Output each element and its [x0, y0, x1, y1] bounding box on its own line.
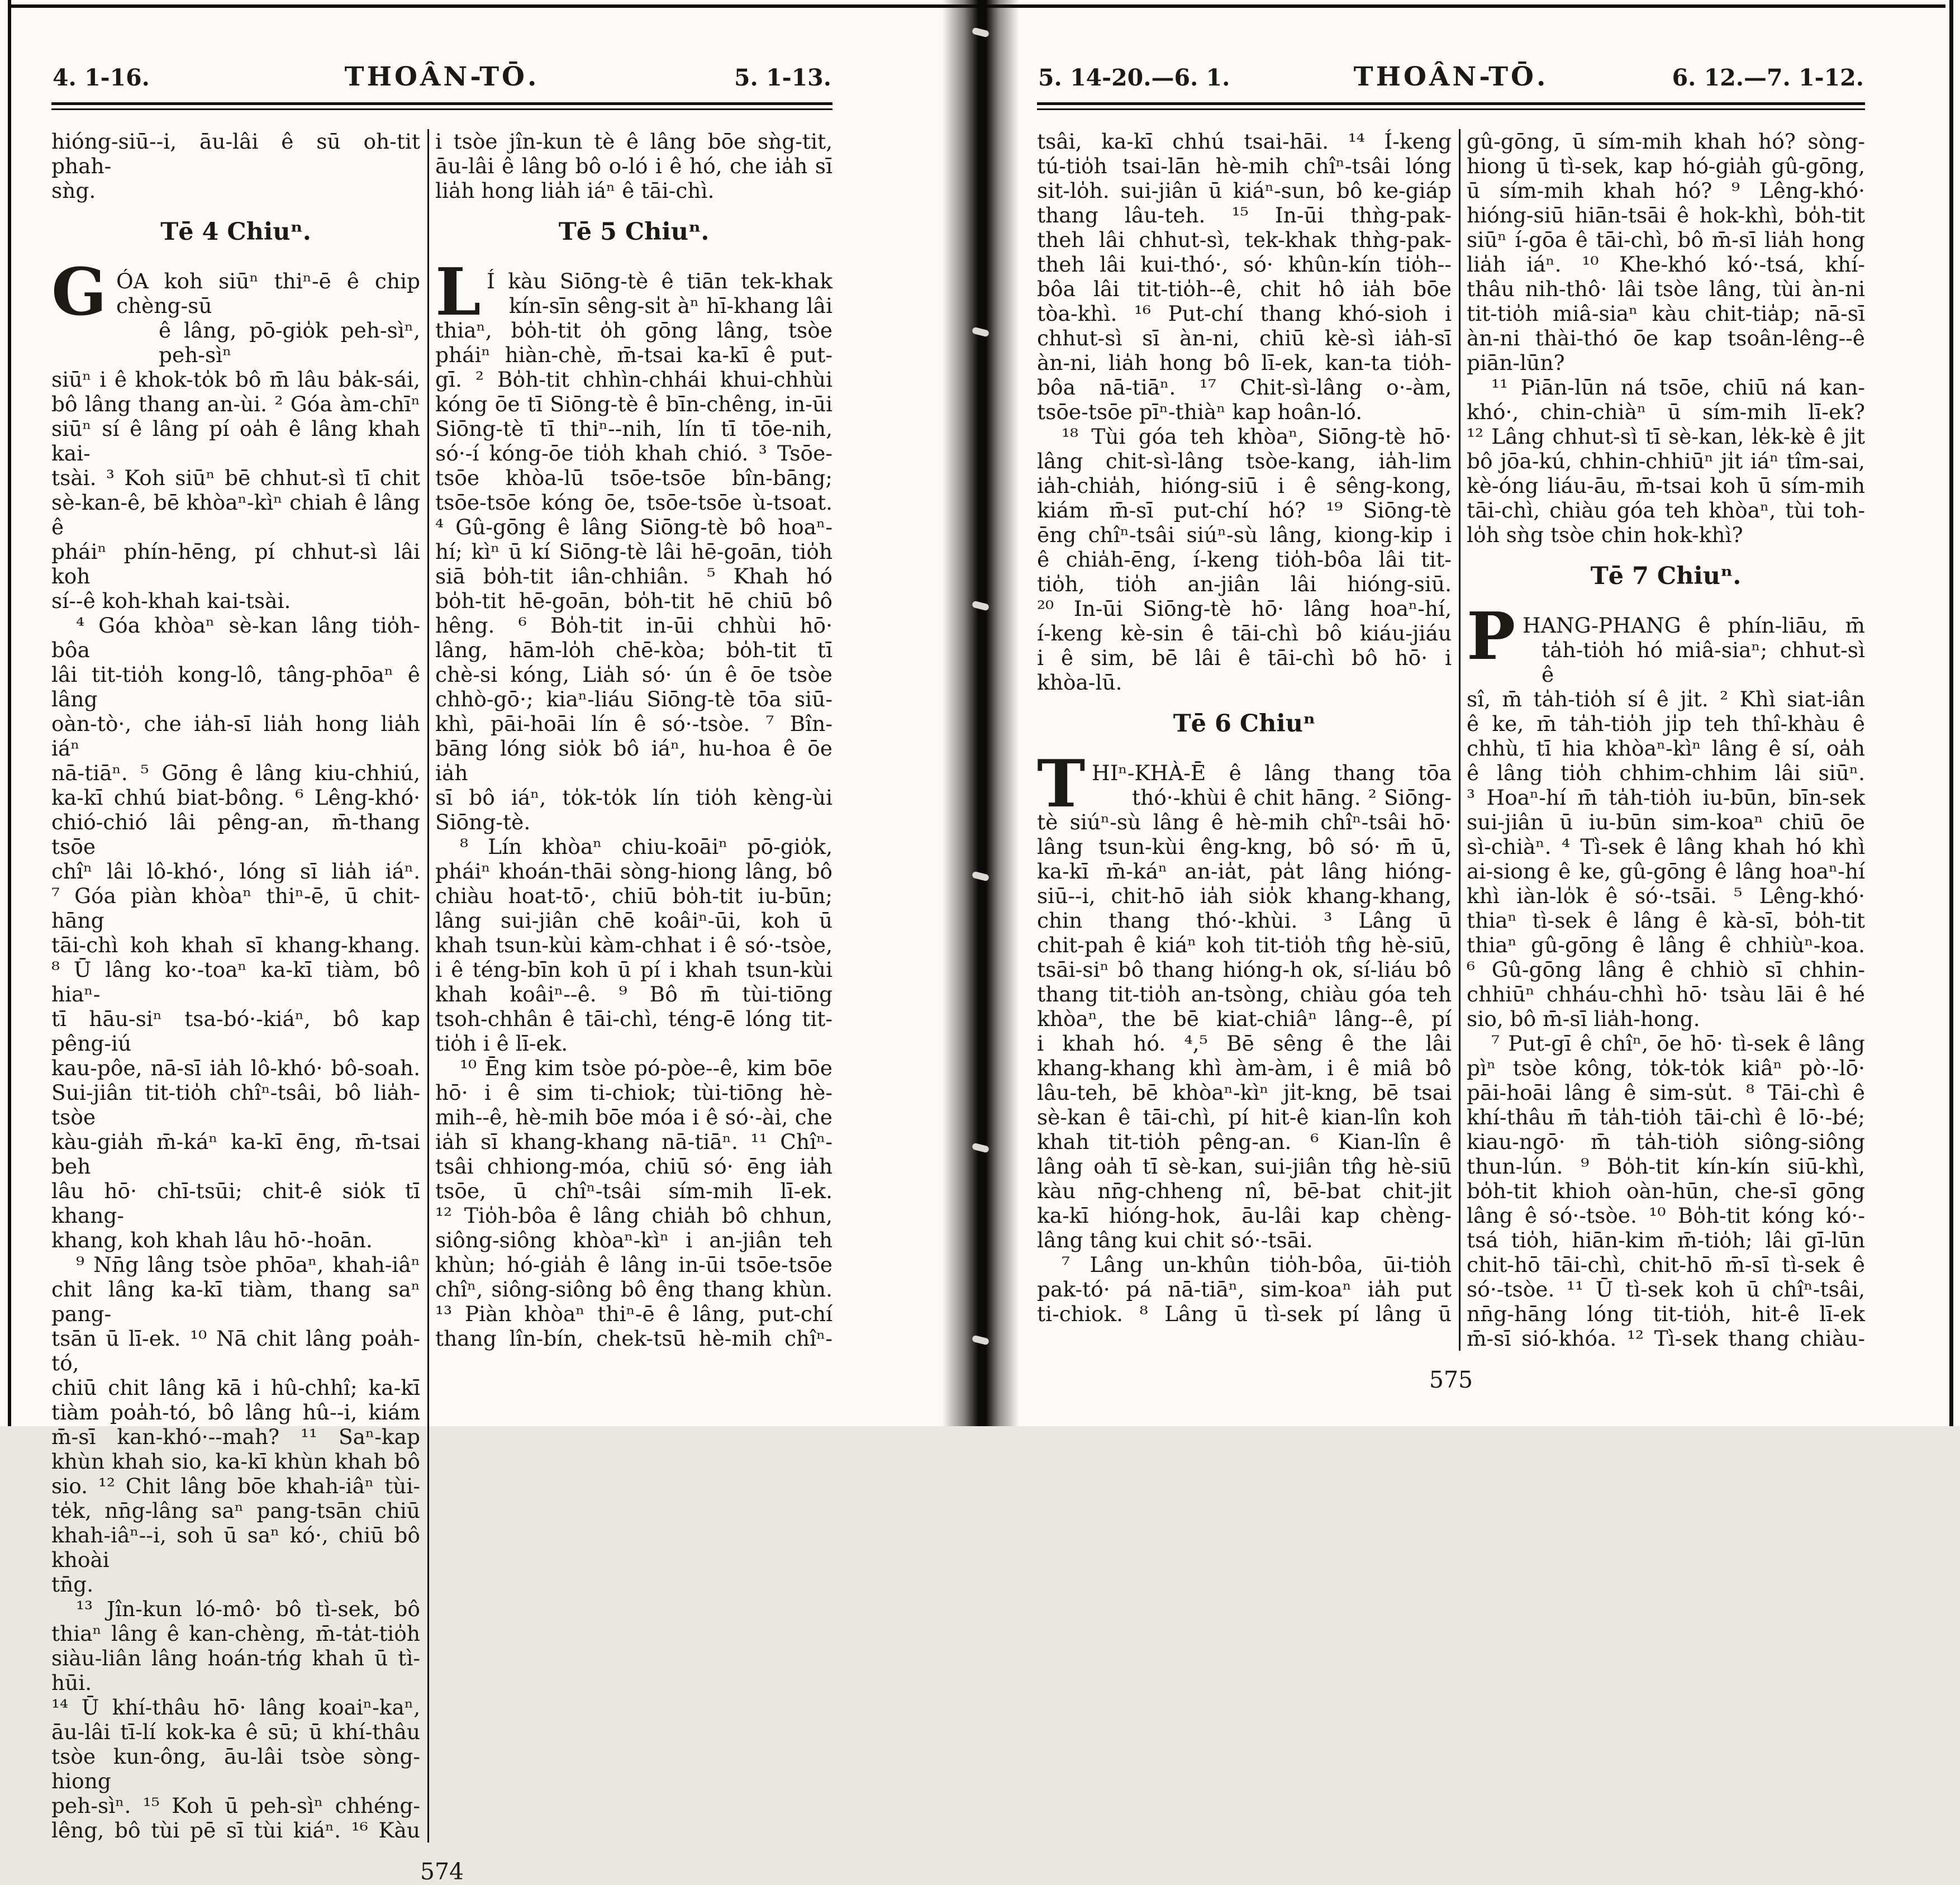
- text-line: gī. ² Bo̍h-tit chhìn-chhái khui-chhùi: [435, 367, 832, 392]
- text-line: tsá tio̍h, hiān-kim m̄-tio̍h; lâi gī-lūn: [1467, 1228, 1865, 1252]
- paragraph: [1037, 746, 1452, 1252]
- text-line: m̄-sī sió-khóa. ¹² Tì-sek thang chiàu-: [1467, 1326, 1865, 1351]
- text-line: ka-kī chhú biat-bông. ⁶ Lêng-khó·: [51, 785, 420, 810]
- text-line: mih--ê, hè-mih bōe móa i ê só·-ài, che: [435, 1105, 832, 1129]
- paragraph: [435, 129, 832, 203]
- text-line: tī hāu-siⁿ tsa-bó·-kiáⁿ, bô kap pêng-iú: [51, 1006, 420, 1056]
- scan-edge-left: [8, 0, 11, 1426]
- text-line: lo̍h sǹg tsòe chin hok-khì?: [1467, 523, 1743, 547]
- text-line: ⁸ Lín khòaⁿ chiu-koāiⁿ pō-gio̍k,: [460, 834, 832, 859]
- text-line: tsòe kun-ông, āu-lâi tsòe sòng-hiong: [51, 1744, 420, 1793]
- text-line: i tsòe jîn-kun tè ê lâng bōe sǹg-tit,: [435, 129, 832, 154]
- text-line: tsâi, ka-kī chhú tsai-hāi. ¹⁴ Í-keng: [1037, 129, 1452, 154]
- page-header: [1037, 63, 1865, 92]
- paragraph: [1037, 424, 1452, 695]
- text-column-1: [1037, 129, 1452, 1351]
- paragraph: [1037, 129, 1452, 424]
- text-line: hióng-siū--i, āu-lâi ê sū oh-tit phah-: [51, 129, 420, 178]
- text-line: peh-sìⁿ. ¹⁵ Koh ū peh-sìⁿ chhéng-: [51, 1793, 420, 1818]
- text-line: khah koâiⁿ--ê. ⁹ Bô m̄ tùi-tiōng: [435, 982, 832, 1006]
- text-line: Í kàu Siōng-tè ê tiān tek-khak: [487, 269, 832, 293]
- text-line: ⁴ Góa khòaⁿ sè-kan lâng tio̍h-bôa: [51, 613, 420, 662]
- text-line: m̄-sī kan-khó·--mah? ¹¹ Saⁿ-kap: [51, 1425, 420, 1449]
- drop-cap: P: [1467, 599, 1516, 675]
- text-line: sit-lo̍h. sui-jiân ū kiáⁿ-sun, bô ke-giáp: [1037, 178, 1452, 203]
- text-line: ⁷ Put-gī ê chîⁿ, ōe hō· tì-sek ê lâng: [1491, 1031, 1865, 1056]
- text-line: oàn-tò·, che ia̍h-sī lia̍h hong lia̍h iáⁿ: [51, 711, 420, 761]
- paragraph: [51, 254, 420, 613]
- text-line: thun-lún. ⁹ Bo̍h-tit kín-kín siū-khì,: [1467, 1154, 1865, 1179]
- text-line: lâng ê só·-tsòe. ¹⁰ Bo̍h-tit kóng kó·-: [1467, 1203, 1865, 1228]
- text-line: ê lâng, pō-gio̍k peh-sìⁿ, peh-sìⁿ: [159, 318, 420, 367]
- text-line: hō· i ê sim ti-chiok; tùi-tiōng hè-: [435, 1080, 832, 1105]
- text-line: Sui-jiân tit-tio̍h chîⁿ-tsâi, bô lia̍h-tsòe: [51, 1080, 420, 1129]
- text-line: ê ke, m̄ ta̍h-tio̍h ji̍p teh thî-khàu ê: [1467, 711, 1865, 736]
- text-line: ê chia̍h-ēng, í-keng tio̍h-bôa lâi tit-: [1037, 547, 1452, 572]
- text-line: chit-hō tāi-chì, chit-hō m̄-sī tì-sek ê: [1467, 1252, 1865, 1277]
- paragraph: [51, 1252, 420, 1597]
- text-line: i ê téng-bīn koh ū pí i khah tsun-kùi: [435, 957, 832, 982]
- binding-stitch: [972, 327, 989, 338]
- text-line: tsōe khòa-lū tsōe-tsōe bîn-bāng;: [435, 466, 832, 490]
- text-line: lia̍h iáⁿ. ¹⁰ Khe-khó kó·-tsá, khí-: [1467, 252, 1865, 277]
- text-line: khùn khah sio, ka-kī khùn khah bô: [51, 1449, 420, 1474]
- chapter-heading: Tē 7 Chiuⁿ.: [1590, 562, 1742, 590]
- text-line: tsoh-chhân ê tāi-chì, téng-ē lóng tit-: [435, 1006, 832, 1031]
- binding-stitch: [972, 1335, 989, 1346]
- text-line: ⁶ Gû-gōng lâng ê chhiò sī chhin-: [1467, 957, 1865, 982]
- text-line: hí; kìⁿ ū kí Siōng-tè lâi hē-goān, tio̍h: [435, 539, 832, 564]
- text-line: kè-óng liáu-āu, m̄-tsai koh ū sím-mih: [1467, 473, 1865, 498]
- text-line: chîⁿ lâi lô-khó·, lóng sī lia̍h iáⁿ.: [51, 859, 420, 884]
- text-line: kín-sīn sêng-si̍t àⁿ hī-khang lâi: [509, 293, 832, 318]
- text-line: bo̍h-tit hē-goān, bo̍h-tit hē chiū bô: [435, 588, 832, 613]
- text-line: khí-thâu m̄ ta̍h-tio̍h tāi-chì ê lō·-bé;: [1467, 1105, 1865, 1129]
- text-line: sì-chiàⁿ. ⁴ Tì-sek ê lâng khah hó khì: [1467, 834, 1865, 859]
- text-line: lêng, bô tùi pē sī tùi kiáⁿ. ¹⁶ Kàu: [51, 1818, 420, 1843]
- text-line: thâu nih-thô· lâi tsòe lâng, tùi àn-ni: [1467, 277, 1865, 301]
- text-line: lâng chit-sì-lâng tsòe-kang, ia̍h-lim: [1037, 449, 1452, 473]
- text-line: pak-tó· pá nā-tiāⁿ, sim-koaⁿ ia̍h put: [1037, 1277, 1452, 1302]
- text-line: ¹⁰ Ēng kim tsòe pó-pòe--ê, kim bōe: [460, 1056, 832, 1080]
- text-line: chè-si kóng, Lia̍h só· ún ê ōe tsòe: [435, 662, 832, 687]
- text-line: ka-kī hióng-hok, āu-lâi kap chèng-: [1037, 1203, 1452, 1228]
- text-line: ¹² Tio̍h-bôa ê lâng chia̍h bô chhun,: [435, 1203, 832, 1228]
- text-line: khó·, chin-chiàⁿ ū sím-mih lī-ek?: [1467, 400, 1865, 424]
- text-line: lâng, hām-lo̍h chē-kòa; bo̍h-tit tī: [435, 638, 832, 662]
- scan-edge-right: [1949, 0, 1953, 1426]
- text-line: theh lâi chhut-sì, tek-khak thǹg-pak-: [1037, 227, 1452, 252]
- text-line: lâng sui-jiân chē koâiⁿ-ūi, koh ū: [435, 908, 832, 933]
- text-line: ia̍h-chia̍h, hióng-siū i ê sêng-kong,: [1037, 473, 1452, 498]
- text-line: ¹¹ Piān-lūn ná tsōe, chiū ná kan-: [1491, 375, 1865, 400]
- text-line: tòa-khì. ¹⁶ Put-chí thang khó-sioh i: [1037, 301, 1452, 326]
- text-line: lâi tit-tio̍h kong-lô, tâng-phōaⁿ ê lâng: [51, 662, 420, 711]
- text-line: gû-gōng, ū sím-mih khah hó? sòng-: [1467, 129, 1865, 154]
- text-line: Siōng-tè tī thiⁿ--nih, lín tī tōe-nih,: [435, 416, 832, 441]
- page-number: 575: [1429, 1366, 1473, 1393]
- text-line: tsān ū lī-ek. ¹⁰ Nā chit lâng poa̍h-tó,: [51, 1326, 420, 1375]
- text-line: khang-khang khì àm-àm, i ê miâ bô: [1037, 1056, 1452, 1080]
- text-line: thó·-khùi ê chit hāng. ² Siōng-: [1132, 785, 1452, 810]
- text-line: kóng ōe tī Siōng-tè ê bīn-chêng, in-ūi: [435, 392, 832, 416]
- binding-stitch: [972, 871, 989, 882]
- text-line: te̍k, nn̄g-lâng saⁿ pang-tsān chiū: [51, 1498, 420, 1523]
- text-line: ¹³ Jîn-kun ló-mô· bô tì-sek, bô: [76, 1597, 420, 1621]
- paragraph: [1467, 599, 1865, 1031]
- text-line: chiàu hoat-tō·, chiū bo̍h-tit iu-būn;: [435, 884, 832, 908]
- drop-cap: G: [51, 254, 107, 330]
- text-line: siā bo̍h-tit iân-chhiân. ⁵ Khah hó: [435, 564, 832, 588]
- text-line: i ê sim, bē lâi ê tāi-chì bô hō· i: [1037, 645, 1452, 670]
- text-line: piān-lūn?: [1467, 350, 1565, 375]
- binding-stitch: [972, 1143, 989, 1153]
- paragraph: [51, 129, 420, 203]
- text-line: sè-kan ê tāi-chì, pí hit-ê kian-lîn koh: [1037, 1105, 1452, 1129]
- paragraph: [435, 1056, 832, 1351]
- text-line: só·-í kóng-ōe tio̍h khah chió. ³ Tsōe-: [435, 441, 832, 466]
- text-line: bôa lâi tit-tio̍h--ê, chit hô ia̍h bōe: [1037, 277, 1452, 301]
- header-verse-range-right: 6. 12.—7. 1-12.: [1672, 64, 1864, 91]
- text-line: bô jōa-kú, chhin-chhiūⁿ ji̍t iáⁿ tîm-sai,: [1467, 449, 1865, 473]
- text-line: thang lâu-teh. ¹⁵ In-ūi thǹg-pak-: [1037, 203, 1452, 227]
- page-right: [1037, 63, 1865, 1393]
- text-line: ⁷ Góa piàn khòaⁿ thiⁿ-ē, ū chit-hāng: [51, 884, 420, 933]
- text-line: sui-jiân ū iu-būn sim-koaⁿ chiū ōe: [1467, 810, 1865, 834]
- text-line: ¹⁴ Ū khí-thâu hō· lâng koaiⁿ-kaⁿ,: [51, 1695, 420, 1720]
- text-line: thang lîn-bín, chek-tsū hè-mih chîⁿ-: [435, 1326, 832, 1351]
- text-line: thiaⁿ lâng ê kan-chèng, m̄-ta̍t-tio̍h: [51, 1621, 420, 1646]
- text-line: ⁷ Lâng un-khûn tio̍h-bôa, ūi-tio̍h: [1062, 1252, 1452, 1277]
- text-line: chhù, tī hia khòaⁿ-kìⁿ lâng ê sí, oa̍h: [1467, 736, 1865, 761]
- text-line: hiong ū tì-sek, kap hó-gia̍h gû-gōng,: [1467, 154, 1865, 178]
- text-line: kàu nn̄g-chheng nî, bē-bat chit-ji̍t: [1037, 1179, 1452, 1203]
- header-verse-range-left: 5. 14-20.—6. 1.: [1038, 64, 1230, 91]
- text-line: thiaⁿ gû-gōng ê lâng ê chhiùⁿ-koa.: [1467, 933, 1865, 957]
- text-column-2: [435, 129, 832, 1843]
- text-line: i khah hó. ⁴,⁵ Bē sêng ê the lâi: [1037, 1031, 1452, 1056]
- text-line: bôa nā-tiāⁿ. ¹⁷ Chit-sì-lâng o·-àm,: [1037, 375, 1452, 400]
- text-columns: [51, 129, 832, 1843]
- book-gutter: [942, 0, 1019, 1426]
- paragraph: [51, 613, 420, 1252]
- column-divider: [427, 129, 429, 1843]
- text-line: lâng tsun-kùi êng-kng, bô só· m̄ ū,: [1037, 834, 1452, 859]
- text-line: tsōe-tsōe kóng ōe, tsōe-tsōe ù-tsoat.: [435, 490, 832, 515]
- paragraph: [435, 834, 832, 1056]
- paragraph: [1467, 375, 1865, 547]
- text-line: ⁸ Ū lâng ko·-toaⁿ ka-kī tiàm, bô hiaⁿ-: [51, 957, 420, 1006]
- text-line: ti-chiok. ⁸ Lâng ū tì-sek pí lâng ū: [1037, 1302, 1452, 1326]
- text-line: khah-iâⁿ--i, soh ū saⁿ kó·, chiū bô khoài: [51, 1523, 420, 1572]
- text-line: āu-lâi tī-lí kok-ka ê sū; ū khí-thâu: [51, 1720, 420, 1744]
- text-line: pāi-hoāi lâng ê sim-su̍t. ⁸ Tāi-chì ê: [1467, 1080, 1865, 1105]
- text-line: pháiⁿ hiàn-chè, m̄-tsai ka-kī ê put-: [435, 343, 832, 367]
- text-line: pìⁿ tsòe kông, to̍k-to̍k kiâⁿ pò·-lō·: [1467, 1056, 1865, 1080]
- text-line: sio. ¹² Chit lâng bōe khah-iâⁿ tùi-: [51, 1474, 420, 1498]
- text-line: chîⁿ, siông-siông bô êng thang khùn.: [435, 1277, 832, 1302]
- text-line: chhiūⁿ chháu-chhì hō· tsàu lāi ê hé: [1467, 982, 1865, 1006]
- text-line: tsōe, ū chîⁿ-tsâi sím-mih lī-ek.: [435, 1179, 832, 1203]
- paragraph: [1467, 1031, 1865, 1351]
- text-line: theh lâi kui-thó·, só· khûn-kín tio̍h--: [1037, 252, 1452, 277]
- text-line: kàu-gia̍h m̄-káⁿ ka-kī ēng, m̄-tsai beh: [51, 1129, 420, 1179]
- text-line: lâng oa̍h tī sè-kan, sui-jiân tn̂g hè-siū: [1037, 1154, 1452, 1179]
- text-line: khah tsun-kùi kàm-chhat i ê só·-tsòe,: [435, 933, 832, 957]
- text-line: nā-tiāⁿ. ⁵ Gōng ê lâng kiu-chhiú,: [51, 761, 420, 785]
- text-line: bô lâng thang an-ùi. ² Góa àm-chīⁿ: [51, 392, 420, 416]
- text-line: àn-ni, lia̍h hong bô lī-ek, kan-ta tio̍h-: [1037, 350, 1452, 375]
- text-line: tiàm poa̍h-tó, bô lâng hû--i, kiám: [51, 1400, 420, 1425]
- text-line: ³ Hoaⁿ-hí m̄ ta̍h-tio̍h iu-būn, bīn-sek: [1467, 785, 1865, 810]
- text-line: sî, m̄ ta̍h-tio̍h sí ê ji̍t. ² Khì siat-iân: [1467, 687, 1865, 711]
- text-line: pháiⁿ khoán-thāi sòng-hiong lâng, bô: [435, 859, 832, 884]
- text-columns: [1037, 129, 1865, 1351]
- page-left: [51, 63, 832, 1885]
- text-line: siū--i, chit-hō ia̍h sio̍k khang-khang,: [1037, 884, 1452, 908]
- header-verse-range-right: 5. 1-13.: [734, 64, 831, 91]
- paragraph: [435, 254, 832, 834]
- text-line: ¹² Lâng chhut-sì tī sè-kan, le̍k-kè ê ji̍t: [1467, 424, 1865, 449]
- text-line: tsâi chhiong-móa, chiū só· ēng ia̍h: [435, 1154, 832, 1179]
- text-line: siàu-liân lâng hoán-tńg khah ū tì-hūi.: [51, 1646, 420, 1695]
- text-line: kau-pôe, nā-sī ia̍h lô-khó· bô-soah.: [51, 1056, 420, 1080]
- text-line: chin thang thó·-khùi. ³ Lâng ū: [1037, 908, 1452, 933]
- text-line: ê lâng tio̍h chhim-chhim lâi siūⁿ.: [1467, 761, 1865, 785]
- text-line: ka-kī m̄-káⁿ an-ia̍t, pa̍t lâng hióng-: [1037, 859, 1452, 884]
- text-line: chit-pah ê kiáⁿ koh tit-tio̍h tn̂g hè-siū,: [1037, 933, 1452, 957]
- text-line: chiū chit lâng kā i hû-chhî; ka-kī: [51, 1375, 420, 1400]
- text-line: tn̄g.: [51, 1572, 94, 1597]
- text-line: tit-tio̍h miâ-siaⁿ kàu chit-tia̍p; nā-sī: [1467, 301, 1865, 326]
- header-rule: [51, 102, 832, 110]
- text-line: ¹³ Piàn khòaⁿ thiⁿ-ē ê lâng, put-chí: [435, 1302, 832, 1326]
- text-line: chit lâng ka-kī tiàm, thang saⁿ pang-: [51, 1277, 420, 1326]
- text-line: sè-kan-ê, bē khòaⁿ-kìⁿ chiah ê lâng ê: [51, 490, 420, 539]
- text-line: ta̍h-tio̍h hó miâ-siaⁿ; chhut-sì ê: [1542, 638, 1865, 687]
- text-line: ēng chîⁿ-tsâi siúⁿ-sù lâng, kiong-kip i: [1037, 523, 1452, 547]
- text-line: tsài. ³ Koh siūⁿ bē chhut-sì tī chit: [51, 466, 420, 490]
- text-line: lia̍h hong lia̍h iáⁿ ê tāi-chì.: [435, 178, 715, 203]
- binding-stitch: [972, 27, 989, 38]
- header-verse-range-left: 4. 1-16.: [53, 64, 150, 91]
- page-header: [51, 63, 832, 92]
- text-line: sǹg.: [51, 178, 96, 203]
- text-line: bo̍h-tit khioh oàn-hūn, che-sī gōng: [1467, 1179, 1865, 1203]
- text-line: chhut-sì sī àn-ni, chiū kè-sì ia̍h-sī: [1037, 326, 1452, 350]
- text-line: khùn; hó-gia̍h ê lâng in-ūi tsōe-tsōe: [435, 1252, 832, 1277]
- text-line: ²⁰ In-ūi Siōng-tè hō· lâng hoaⁿ-hí,: [1037, 596, 1452, 621]
- text-line: tè siúⁿ-sù lâng ê hè-mih chîⁿ-tsâi hō·: [1037, 810, 1452, 834]
- text-line: tú-tio̍h tsai-lān hè-mih chîⁿ-tsâi lóng: [1037, 154, 1452, 178]
- paragraph: [1037, 1252, 1452, 1326]
- text-line: siūⁿ i ê khok-to̍k bô m̄ lâu ba̍k-sái,: [51, 367, 420, 392]
- text-line: hióng-siū hiān-tsāi ê hok-khì, bo̍h-tit: [1467, 203, 1865, 227]
- text-line: í-keng kè-sin ê tāi-chì bô kiáu-jiáu: [1037, 621, 1452, 645]
- drop-cap: T: [1037, 746, 1086, 822]
- text-line: só·-tsòe. ¹¹ Ū tì-sek koh ū chîⁿ-tsâi,: [1467, 1277, 1865, 1302]
- text-line: khang, koh khah lâu hō·-hoān.: [51, 1228, 373, 1252]
- text-line: chhò-gō·; kiaⁿ-liáu Siōng-tè tōa siū-: [435, 687, 832, 711]
- paragraph: [1467, 129, 1865, 375]
- text-line: kiau-ngō· m̄ ta̍h-tio̍h siông-siông: [1467, 1129, 1865, 1154]
- text-line: sí--ê koh-khah kai-tsài.: [51, 588, 291, 613]
- text-line: khì iàn-lo̍k ê só·-tsāi. ⁵ Lêng-khó·: [1467, 884, 1865, 908]
- text-line: ⁴ Gû-gōng ê lâng Siōng-tè bô hoaⁿ-: [435, 515, 832, 539]
- text-line: kiám m̄-sī put-chí hó? ¹⁹ Siōng-tè: [1037, 498, 1452, 523]
- text-line: āu-lâi ê lâng bô o-ló i ê hó, che ia̍h sī: [435, 154, 832, 178]
- text-line: khòa-lū.: [1037, 670, 1122, 695]
- text-line: chió-chió lâi pêng-an, m̄-thang tsōe: [51, 810, 420, 859]
- header-rule: [1037, 102, 1865, 110]
- text-line: tāi-chì koh khah sī khang-khang.: [51, 933, 420, 957]
- text-line: bāng lóng sio̍k bô iáⁿ, hu-hoa ê ōe ia̍h: [435, 736, 832, 785]
- chapter-heading: Tē 6 Chiuⁿ: [1173, 710, 1316, 738]
- binding-stitch: [972, 601, 989, 611]
- drop-cap: L: [435, 254, 481, 330]
- column-divider: [1459, 129, 1461, 1351]
- text-line: thiaⁿ tì-sek ê lâng ê kà-sī, bo̍h-tit: [1467, 908, 1865, 933]
- text-line: tāi-chì, chiàu góa teh khòaⁿ, tùi toh-: [1467, 498, 1865, 523]
- text-line: HANG-PHANG ê phín-liāu, m̄: [1523, 613, 1865, 638]
- text-line: lâu hō· chī-tsūi; chit-ê sio̍k tī khang-: [51, 1179, 420, 1228]
- text-line: tio̍h, tio̍h an-jiân lâi hióng-siū.: [1037, 572, 1452, 596]
- text-line: lâng tâng kui chit só·-tsāi.: [1037, 1228, 1313, 1252]
- text-line: ai-siong ê ke, gû-gōng ê lâng hoaⁿ-hí: [1467, 859, 1865, 884]
- text-line: hêng. ⁶ Bo̍h-tit in-ūi chhùi hō·: [435, 613, 832, 638]
- text-line: siūⁿ í-gōa ê tāi-chì, bô m̄-sī lia̍h hong: [1467, 227, 1865, 252]
- page-number: 574: [420, 1858, 464, 1885]
- text-line: thang tit-tio̍h an-tsòng, chiàu góa teh: [1037, 982, 1452, 1006]
- text-line: ¹⁸ Tùi góa teh khòaⁿ, Siōng-tè hō·: [1062, 424, 1452, 449]
- text-line: sī bô iáⁿ, to̍k-to̍k lín tio̍h kèng-ùi: [435, 785, 832, 810]
- text-line: khì, pāi-hoāi lín ê só·-tsòe. ⁷ Bîn-: [435, 711, 832, 736]
- text-line: thiaⁿ, bo̍h-tit o̍h gōng lâng, tsòe: [435, 318, 832, 343]
- chapter-heading: Tē 5 Chiuⁿ.: [558, 218, 710, 246]
- paragraph: [51, 1597, 420, 1843]
- text-line: tsōe-tsōe pīⁿ-thiàⁿ kap hoân-ló.: [1037, 400, 1363, 424]
- text-line: nn̄g-hāng lóng tit-tio̍h, hit-ê lī-ek: [1467, 1302, 1865, 1326]
- page-title: THOÂN-TŌ.: [1353, 61, 1549, 92]
- text-column-2: [1467, 129, 1865, 1351]
- text-line: sio, bô m̄-sī lia̍h-hong.: [1467, 1006, 1700, 1031]
- text-line: ū sím-mih khah hó? ⁹ Lêng-khó·: [1467, 178, 1865, 203]
- text-line: ⁹ Nn̄g lâng tsòe phōaⁿ, khah-iâⁿ: [76, 1252, 420, 1277]
- text-line: siūⁿ sí ê lâng pí oa̍h ê lâng khah kai-: [51, 416, 420, 466]
- text-line: ia̍h sī khang-khang nā-tiāⁿ. ¹¹ Chîⁿ-: [435, 1129, 832, 1154]
- text-line: Siōng-tè.: [435, 810, 531, 834]
- text-line: àn-ni thài-thó ōe kap tsoân-lêng--ê: [1467, 326, 1865, 350]
- text-line: tsāi-siⁿ bô thang hióng-h ok, sí-liáu bô: [1037, 957, 1452, 982]
- text-line: ÓA koh siūⁿ thiⁿ-ē ê chip chèng-sū: [116, 269, 420, 318]
- text-column-1: [51, 129, 420, 1843]
- text-line: lâu-teh, bē khòaⁿ-kìⁿ ji̍t-kng, bē tsai: [1037, 1080, 1452, 1105]
- text-line: tio̍h i ê lī-ek.: [435, 1031, 568, 1056]
- chapter-heading: Tē 4 Chiuⁿ.: [160, 218, 311, 246]
- text-line: khah tit-tio̍h pêng-an. ⁶ Kian-lîn ê: [1037, 1129, 1452, 1154]
- text-line: pháiⁿ phín-hēng, pí chhut-sì lâi koh: [51, 539, 420, 588]
- text-line: khòaⁿ, the bē kiat-chiâⁿ lâng--ê, pí: [1037, 1006, 1452, 1031]
- text-line: HIⁿ-KHÀ-Ē ê lâng thang tōa: [1092, 761, 1452, 785]
- page-title: THOÂN-TŌ.: [344, 61, 540, 92]
- text-line: siông-siông khòaⁿ-kìⁿ i an-jiân teh: [435, 1228, 832, 1252]
